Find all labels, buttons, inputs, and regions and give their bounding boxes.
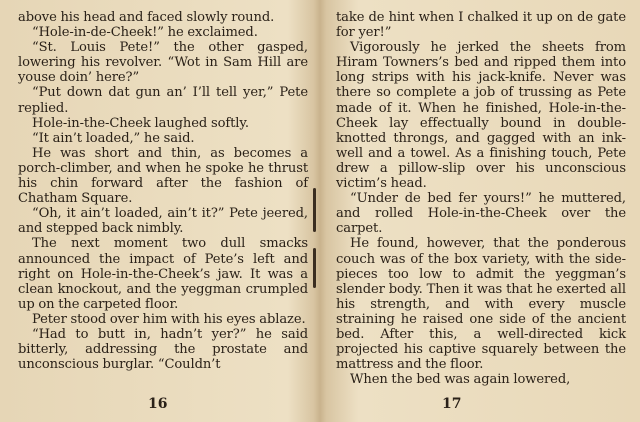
paragraph: “Under de bed fer yours!” he muttered, and rolled Hole-in-the-Cheek over the carpet. [336, 191, 626, 237]
paragraph: He was short and thin, as becomes a porch-climber, and when he spoke he thrust his chin forward after the fashion of Chatham Square. [18, 145, 308, 207]
paragraph: take de hint when I chalked it up on de gate for yer!” [336, 10, 626, 41]
paragraph: “It ain’t loaded,” he said. [32, 130, 195, 146]
paragraph: “St. Louis Pete!” the other gasped, lowering his revolver. “Wot in Sam Hill are youse doin’ here?” [18, 40, 308, 86]
paragraph: Vigorously he jerked the sheets from Hiram Towners’s bed and ripped them into long strips with his jack-knife. Never was there so complete a job of trussing as Pete made of it. When he finished, Hole-in-the-Cheek lay effectually bound in double-knotted throngs, and gagged with an ink-well and a towel. As a finishing touch, Pete drew a pillow-slip over his unconscious victim’s head. [336, 40, 626, 192]
paragraph: “Had to butt in, hadn’t yer?” he said bitterly, addressing the prostate and unconscious burglar. “Couldn’t [18, 326, 308, 373]
paragraph: Hole-in-the-Cheek laughed softly. [32, 115, 249, 131]
paragraph: The next moment two dull smacks announced the impact of Pete’s left and right on Hole-in-the-Cheek’s jaw. It was a clean knockout, and the yeggman crumpled up on the carpeted floor. [18, 236, 308, 312]
left-page [0, 0, 318, 422]
staple-bottom [313, 248, 316, 288]
paragraph: “Put down dat gun an’ I’ll tell yer,” Pete replied. [18, 85, 308, 116]
right-page [322, 0, 640, 422]
staple-top [313, 188, 316, 232]
paragraph: He found, however, that the ponderous couch was of the box variety, with the side-pieces too low to admit the yeggman’s slender body. Then it was that he exerted all his strength, and with every muscle straining he raised one side of the ancient bed. After this, a well-directed kick projected his captive squarely between the mattress and the floor. [336, 236, 626, 373]
paragraph: above his head and faced slowly round. [18, 10, 275, 25]
paragraph: When the bed was again lowered, [350, 372, 571, 388]
paragraph: “Hole-in-de-Cheek!” he exclaimed. [32, 25, 258, 41]
page-number-right: 17 [442, 396, 462, 412]
paragraph: “Oh, it ain’t loaded, ain’t it?” Pete jeered, and stepped back nimbly. [18, 206, 308, 237]
paragraph: Peter stood over him with his eyes ablaze. [32, 311, 306, 327]
page-number-left: 16 [148, 396, 168, 412]
right-page-text [336, 10, 626, 387]
left-page-text [18, 10, 308, 372]
